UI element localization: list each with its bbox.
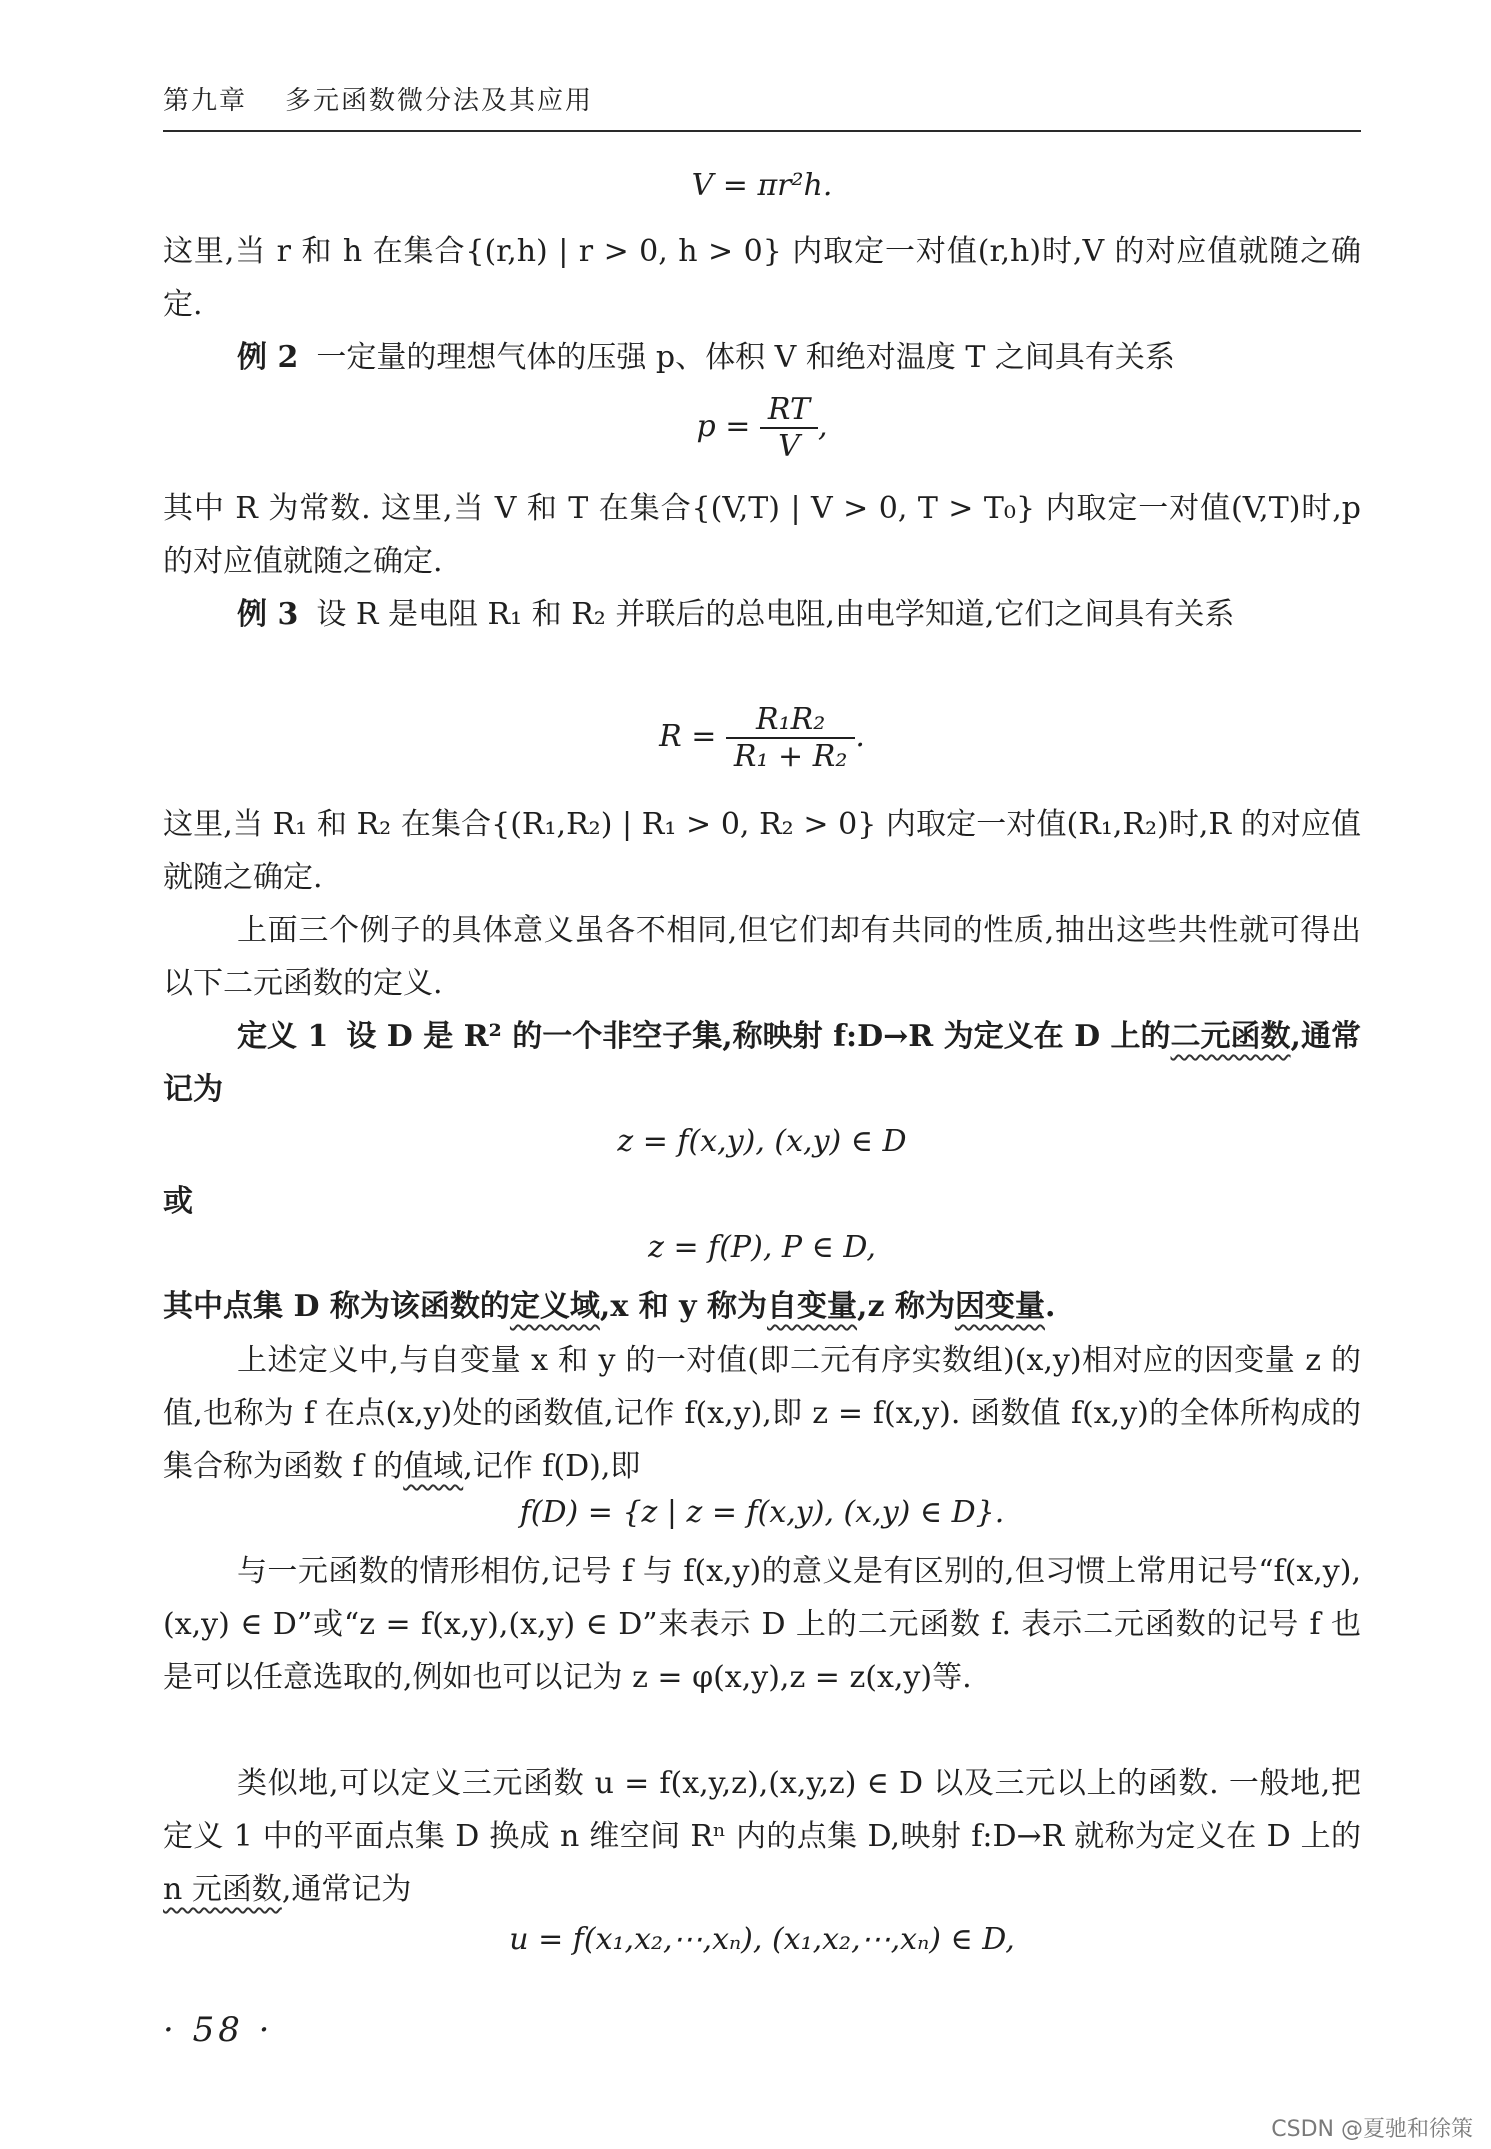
definition-terms — [163, 1280, 1361, 1333]
definition-1-text-b: ,通常记为 — [163, 1019, 1361, 1107]
definition-terms-b: ,x 和 y 称为 — [599, 1289, 768, 1324]
definition-1 — [163, 1010, 1361, 1116]
formula-gas-tail: , — [817, 409, 828, 444]
example-2-label: 例 2 — [237, 340, 299, 375]
paragraph-5-a: 上述定义中,与自变量 x 和 y 的一对值(即二元有序实数组)(x,y)相对应的因变量 z 的值,也称为 f 在点(x,y)处的函数值,记作 f(x,y),即 z = f(x,y). 函数值 f(x,y)的全体所构成的集合称为函数 f 的 — [163, 1343, 1361, 1484]
paragraph-3: 这里,当 R₁ 和 R₂ 在集合{(R₁,R₂) | R₁ > 0, R₂ > 0} 内取定一对值(R₁,R₂)时,R 的对应值就随之确定. — [163, 807, 1361, 895]
example-3-text: 设 R 是电阻 R₁ 和 R₂ 并联后的总电阻,由电学知道,它们之间具有关系 — [316, 597, 1235, 632]
formula-resistance-fraction — [726, 702, 855, 774]
definition-terms-d: . — [1044, 1289, 1056, 1324]
term-n-ary-function: n 元函数 — [163, 1872, 282, 1907]
page-header — [163, 78, 1361, 132]
definition-1-label: 定义 1 — [237, 1019, 329, 1054]
formula-resistance-tail: . — [855, 719, 865, 754]
formula-volume: V = πr²h. — [691, 168, 833, 203]
formula-gas-fraction — [760, 392, 818, 464]
term-bivariate-function: 二元函数 — [1170, 1019, 1291, 1054]
example-2 — [163, 331, 1361, 384]
paragraph-1: 这里,当 r 和 h 在集合{(r,h) | r > 0, h > 0} 内取定一对值(r,h)时,V 的对应值就随之确定. — [163, 234, 1361, 322]
paragraph-7 — [163, 1757, 1361, 1916]
chapter-title: 多元函数微分法及其应用 — [285, 86, 594, 116]
term-dependent-variable: 因变量 — [954, 1289, 1045, 1324]
paragraph-6: 与一元函数的情形相仿,记号 f 与 f(x,y)的意义是有区别的,但习惯上常用记号“f(x,y),(x,y) ∈ D”或“z = f(x,y),(x,y) ∈ D”来表示 D 上的二元函数 f. 表示二元函数的记号 f 也是可以任意选取的,例如也可以记为 z = φ(x,y),z = z(x,y)等. — [163, 1554, 1361, 1695]
definition-1-text-a: 设 D 是 R² 的一个非空子集,称映射 f:D→R 为定义在 D 上的 — [346, 1019, 1171, 1054]
formula-resistance-numerator: R₁R₂ — [726, 702, 855, 739]
formula-resistance-denominator: R₁ + R₂ — [733, 739, 848, 774]
page-number: · 58 · — [163, 2010, 274, 2050]
paragraph-4: 上面三个例子的具体意义虽各不相同,但它们却有共同的性质,抽出这些共性就可得出以下二元函数的定义. — [163, 913, 1361, 1001]
paragraph-7-a: 类似地,可以定义三元函数 u = f(x,y,z),(x,y,z) ∈ D 以及三元以上的函数. 一般地,把定义 1 中的平面点集 D 换成 n 维空间 Rⁿ 内的点集 D,映射 f:D→R 就称为定义在 D 上的 — [163, 1766, 1361, 1854]
formula-n-ary: u = f(x₁,x₂,⋯,xₙ), (x₁,x₂,⋯,xₙ) ∈ D, — [509, 1922, 1015, 1957]
term-independent-variable: 自变量 — [767, 1289, 858, 1324]
or-word: 或 — [163, 1184, 193, 1219]
term-range: 值域 — [403, 1449, 464, 1484]
definition-terms-c: ,z 称为 — [857, 1289, 955, 1324]
formula-range: f(D) = {z | z = f(x,y), (x,y) ∈ D}. — [519, 1495, 1005, 1530]
example-2-text: 一定量的理想气体的压强 p、体积 V 和绝对温度 T 之间具有关系 — [316, 340, 1175, 375]
paragraph-5 — [163, 1334, 1361, 1493]
formula-gas-lhs: p = — [696, 409, 751, 444]
example-3 — [163, 588, 1361, 641]
watermark: CSDN @夏驰和徐策 — [1271, 2117, 1473, 2142]
paragraph-7-b: ,通常记为 — [281, 1872, 412, 1907]
formula-resistance-lhs: R = — [659, 719, 717, 754]
formula-gas-numerator: RT — [760, 392, 818, 429]
formula-gas — [163, 392, 1361, 464]
formula-resistance — [163, 702, 1361, 774]
formula-definition-b: z = f(P), P ∈ D, — [648, 1230, 876, 1265]
paragraph-2: 其中 R 为常数. 这里,当 V 和 T 在集合{(V,T) | V > 0, T > T₀} 内取定一对值(V,T)时,p 的对应值就随之确定. — [163, 491, 1361, 579]
chapter-label: 第九章 — [163, 86, 248, 116]
term-domain: 定义域 — [509, 1289, 600, 1324]
example-3-label: 例 3 — [237, 597, 299, 632]
definition-terms-a: 其中点集 D 称为该函数的 — [163, 1289, 510, 1324]
formula-gas-denominator: V — [778, 429, 800, 464]
formula-definition-a: z = f(x,y), (x,y) ∈ D — [617, 1124, 907, 1159]
paragraph-5-b: ,记作 f(D),即 — [463, 1449, 641, 1484]
